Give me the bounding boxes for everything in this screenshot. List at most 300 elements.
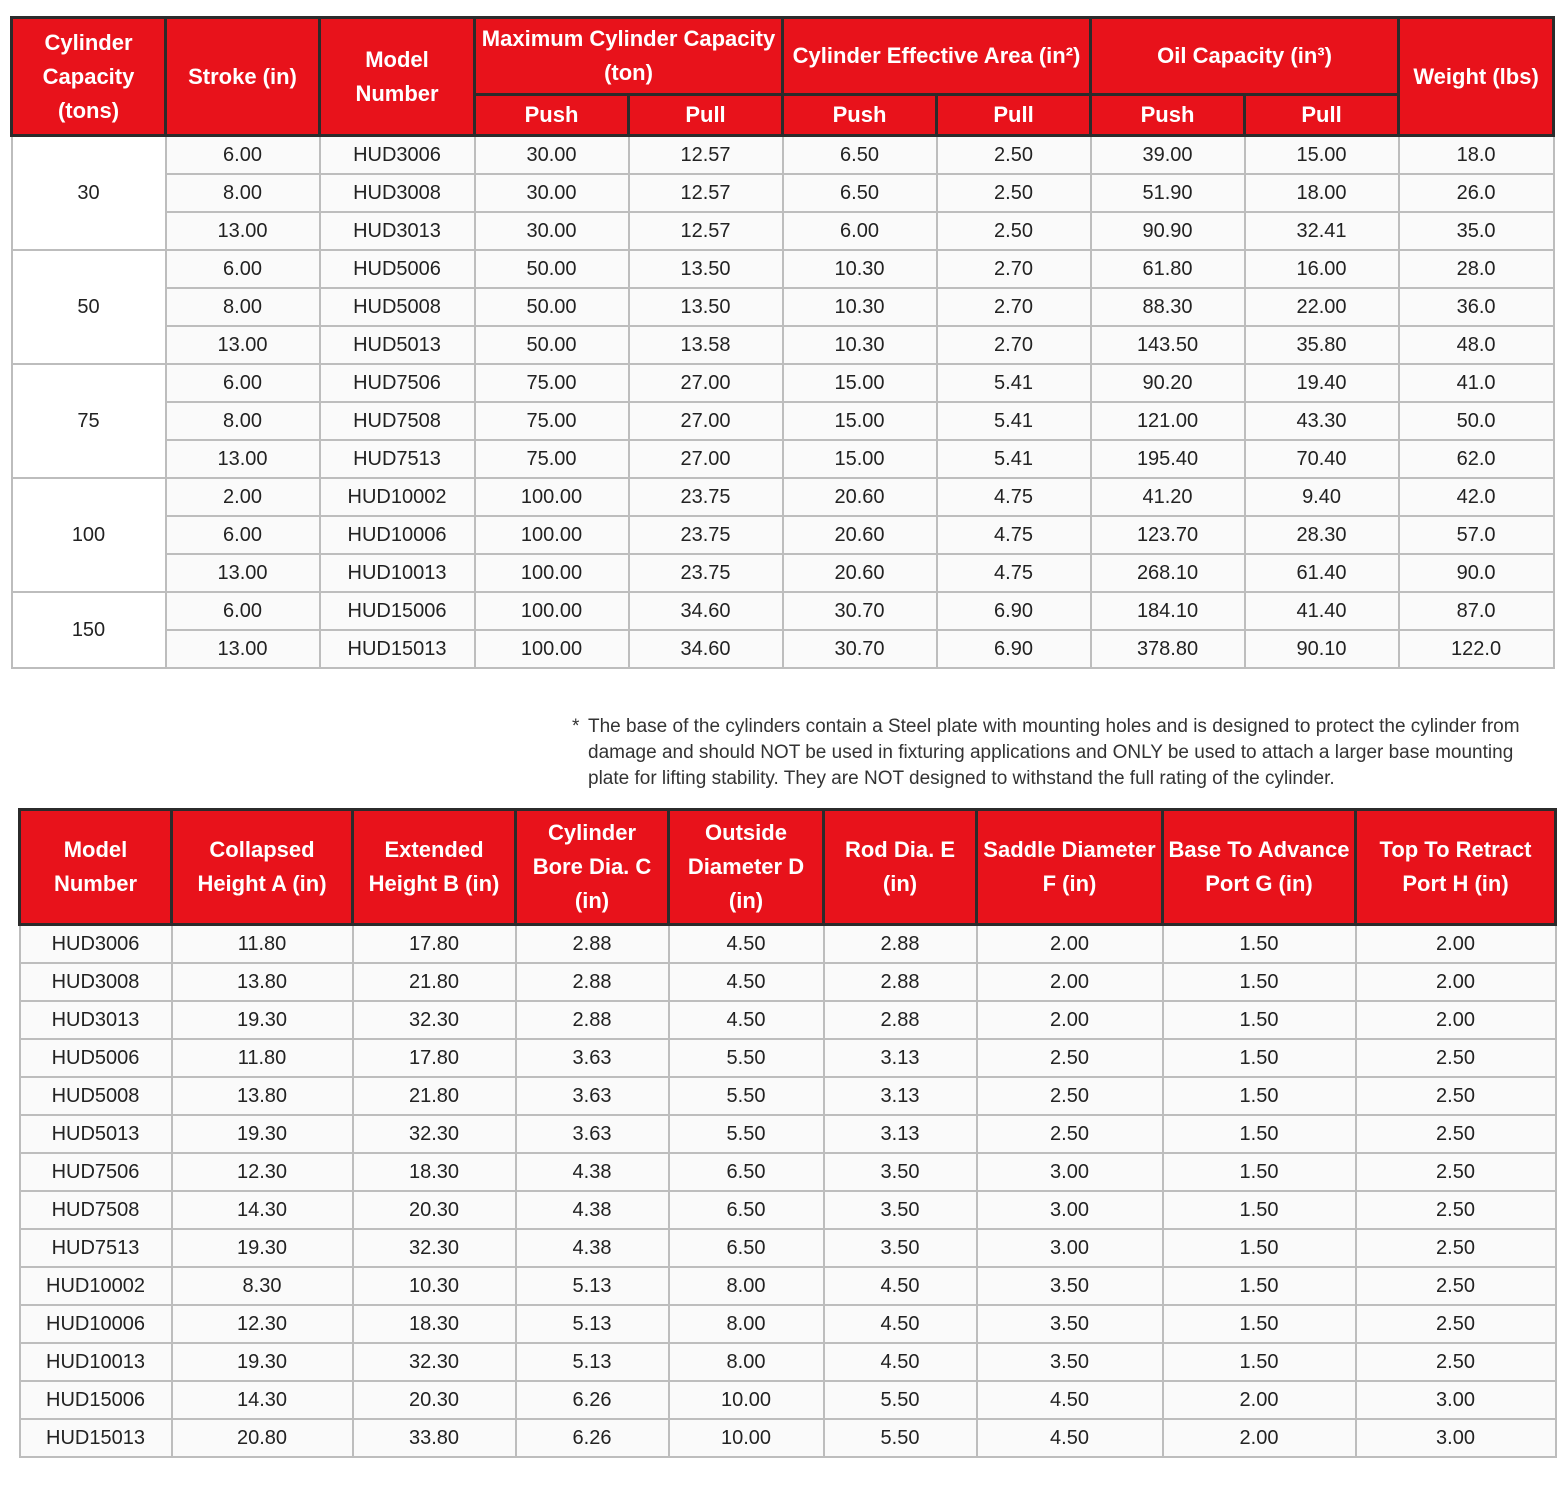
collapsed-height-cell: 19.30 [172, 1229, 353, 1267]
collapsed-height-cell: 19.30 [172, 1115, 353, 1153]
rod-dia-cell: 3.50 [824, 1229, 977, 1267]
rod-dia-cell: 3.13 [824, 1039, 977, 1077]
rod-dia-cell: 4.50 [824, 1343, 977, 1381]
stroke-cell: 13.00 [166, 326, 320, 364]
outside-dia-cell: 5.50 [669, 1115, 824, 1153]
oil-capacity-pull-cell: 28.30 [1245, 516, 1399, 554]
effective-area-pull-cell: 2.50 [937, 212, 1091, 250]
model-number-cell: HUD5008 [320, 288, 475, 326]
saddle-dia-cell: 4.50 [977, 1381, 1163, 1419]
model-number-cell: HUD3013 [320, 212, 475, 250]
table-row [20, 1229, 1556, 1267]
saddle-dia-cell: 2.00 [977, 1001, 1163, 1039]
max-capacity-pull-cell: 27.00 [629, 440, 783, 478]
top-to-retract-port-cell: 2.50 [1356, 1229, 1556, 1267]
extended-height-cell: 18.30 [353, 1305, 516, 1343]
effective-area-pull-cell: 5.41 [937, 402, 1091, 440]
oil-capacity-pull-cell: 19.40 [1245, 364, 1399, 402]
stroke-cell: 6.00 [166, 364, 320, 402]
extended-height-cell: 10.30 [353, 1267, 516, 1305]
weight-cell: 28.0 [1399, 250, 1554, 288]
collapsed-height-cell: 11.80 [172, 1039, 353, 1077]
model-number-cell: HUD7513 [320, 440, 475, 478]
header-max-cylinder-capacity: Maximum Cylinder Capacity (ton) [475, 18, 783, 95]
weight-cell: 57.0 [1399, 516, 1554, 554]
oil-capacity-pull-cell: 61.40 [1245, 554, 1399, 592]
model-number-cell: HUD3008 [320, 174, 475, 212]
bore-dia-cell: 5.13 [516, 1267, 669, 1305]
model-number-cell: HUD5008 [20, 1077, 172, 1115]
model-number-cell: HUD10013 [20, 1343, 172, 1381]
bore-dia-cell: 3.63 [516, 1115, 669, 1153]
max-capacity-push-cell: 75.00 [475, 364, 629, 402]
outside-dia-cell: 8.00 [669, 1267, 824, 1305]
outside-dia-cell: 5.50 [669, 1077, 824, 1115]
top-to-retract-port-cell: 2.00 [1356, 925, 1556, 964]
collapsed-height-cell: 13.80 [172, 963, 353, 1001]
saddle-dia-cell: 2.50 [977, 1039, 1163, 1077]
rod-dia-cell: 3.50 [824, 1153, 977, 1191]
outside-dia-cell: 6.50 [669, 1153, 824, 1191]
oil-capacity-push-cell: 88.30 [1091, 288, 1245, 326]
extended-height-cell: 21.80 [353, 1077, 516, 1115]
effective-area-push-cell: 20.60 [783, 554, 937, 592]
oil-capacity-push-cell: 90.90 [1091, 212, 1245, 250]
max-capacity-pull-cell: 23.75 [629, 516, 783, 554]
base-to-advance-port-cell: 1.50 [1163, 1153, 1356, 1191]
stroke-cell: 8.00 [166, 174, 320, 212]
bore-dia-cell: 6.26 [516, 1381, 669, 1419]
effective-area-pull-cell: 2.70 [937, 288, 1091, 326]
capacity-group-cell: 50 [12, 250, 166, 364]
header-stroke: Stroke (in) [166, 18, 320, 136]
header-oil-capacity: Oil Capacity (in³) [1091, 18, 1399, 95]
header-cylinder-capacity: Cylinder Capacity (tons) [12, 18, 166, 136]
extended-height-cell: 18.30 [353, 1153, 516, 1191]
effective-area-pull-cell: 5.41 [937, 440, 1091, 478]
outside-dia-cell: 8.00 [669, 1305, 824, 1343]
extended-height-cell: 32.30 [353, 1343, 516, 1381]
effective-area-push-cell: 15.00 [783, 402, 937, 440]
oil-capacity-pull-cell: 41.40 [1245, 592, 1399, 630]
weight-cell: 26.0 [1399, 174, 1554, 212]
model-number-cell: HUD5006 [20, 1039, 172, 1077]
model-number-cell: HUD7513 [20, 1229, 172, 1267]
max-capacity-pull-cell: 27.00 [629, 402, 783, 440]
outside-dia-cell: 4.50 [669, 925, 824, 964]
header-effective-area: Cylinder Effective Area (in²) [783, 18, 1091, 95]
outside-dia-cell: 5.50 [669, 1039, 824, 1077]
bore-dia-cell: 4.38 [516, 1153, 669, 1191]
effective-area-pull-cell: 6.90 [937, 592, 1091, 630]
model-number-cell: HUD3013 [20, 1001, 172, 1039]
saddle-dia-cell: 2.00 [977, 925, 1163, 964]
capacity-group-cell: 30 [12, 136, 166, 251]
oil-capacity-pull-cell: 9.40 [1245, 478, 1399, 516]
weight-cell: 48.0 [1399, 326, 1554, 364]
model-number-cell: HUD10002 [320, 478, 475, 516]
oil-capacity-pull-cell: 35.80 [1245, 326, 1399, 364]
model-number-cell: HUD10006 [320, 516, 475, 554]
max-capacity-push-cell: 50.00 [475, 288, 629, 326]
max-capacity-push-cell: 75.00 [475, 402, 629, 440]
outside-dia-cell: 4.50 [669, 1001, 824, 1039]
stroke-cell: 13.00 [166, 630, 320, 668]
collapsed-height-cell: 11.80 [172, 925, 353, 964]
extended-height-cell: 32.30 [353, 1001, 516, 1039]
effective-area-pull-cell: 2.50 [937, 174, 1091, 212]
oil-capacity-pull-cell: 22.00 [1245, 288, 1399, 326]
base-to-advance-port-cell: 1.50 [1163, 1305, 1356, 1343]
rod-dia-cell: 4.50 [824, 1267, 977, 1305]
header-push: Push [1091, 95, 1245, 136]
saddle-dia-cell: 3.50 [977, 1267, 1163, 1305]
bore-dia-cell: 4.38 [516, 1229, 669, 1267]
stroke-cell: 6.00 [166, 592, 320, 630]
table-row [20, 1153, 1556, 1191]
rod-dia-cell: 5.50 [824, 1419, 977, 1457]
table-row [12, 136, 1554, 175]
model-number-cell: HUD5013 [320, 326, 475, 364]
header-pull: Pull [629, 95, 783, 136]
table-row [12, 516, 1554, 554]
effective-area-pull-cell: 2.70 [937, 326, 1091, 364]
base-to-advance-port-cell: 1.50 [1163, 1077, 1356, 1115]
extended-height-cell: 17.80 [353, 1039, 516, 1077]
weight-cell: 87.0 [1399, 592, 1554, 630]
collapsed-height-cell: 13.80 [172, 1077, 353, 1115]
max-capacity-push-cell: 50.00 [475, 326, 629, 364]
weight-cell: 122.0 [1399, 630, 1554, 668]
table-row [12, 212, 1554, 250]
model-number-cell: HUD3006 [20, 925, 172, 964]
extended-height-cell: 20.30 [353, 1191, 516, 1229]
oil-capacity-push-cell: 41.20 [1091, 478, 1245, 516]
header-top-to-retract-port: Top To Retract Port H (in) [1356, 810, 1556, 925]
model-number-cell: HUD15006 [320, 592, 475, 630]
model-number-cell: HUD7506 [20, 1153, 172, 1191]
base-to-advance-port-cell: 1.50 [1163, 1229, 1356, 1267]
table-row [12, 592, 1554, 630]
capacity-group-cell: 150 [12, 592, 166, 668]
bore-dia-cell: 2.88 [516, 963, 669, 1001]
base-to-advance-port-cell: 2.00 [1163, 1419, 1356, 1457]
weight-cell: 62.0 [1399, 440, 1554, 478]
oil-capacity-push-cell: 184.10 [1091, 592, 1245, 630]
max-capacity-pull-cell: 13.50 [629, 250, 783, 288]
table-row [12, 174, 1554, 212]
base-to-advance-port-cell: 2.00 [1163, 1381, 1356, 1419]
table-row [12, 288, 1554, 326]
header-collapsed-height: Collapsed Height A (in) [172, 810, 353, 925]
max-capacity-pull-cell: 13.58 [629, 326, 783, 364]
table-row [20, 1039, 1556, 1077]
effective-area-push-cell: 30.70 [783, 630, 937, 668]
max-capacity-push-cell: 100.00 [475, 478, 629, 516]
oil-capacity-push-cell: 378.80 [1091, 630, 1245, 668]
effective-area-push-cell: 10.30 [783, 250, 937, 288]
table-row [20, 1419, 1556, 1457]
bore-dia-cell: 3.63 [516, 1077, 669, 1115]
collapsed-height-cell: 14.30 [172, 1191, 353, 1229]
footnote [572, 714, 1557, 792]
weight-cell: 50.0 [1399, 402, 1554, 440]
table-row [20, 1115, 1556, 1153]
max-capacity-push-cell: 75.00 [475, 440, 629, 478]
stroke-cell: 6.00 [166, 250, 320, 288]
saddle-dia-cell: 4.50 [977, 1419, 1163, 1457]
outside-dia-cell: 6.50 [669, 1191, 824, 1229]
max-capacity-push-cell: 100.00 [475, 554, 629, 592]
table-row [20, 1343, 1556, 1381]
dimensions-table [18, 808, 1557, 1458]
base-to-advance-port-cell: 1.50 [1163, 1001, 1356, 1039]
effective-area-push-cell: 6.50 [783, 174, 937, 212]
oil-capacity-push-cell: 195.40 [1091, 440, 1245, 478]
max-capacity-push-cell: 30.00 [475, 212, 629, 250]
effective-area-pull-cell: 2.70 [937, 250, 1091, 288]
capacity-group-cell: 100 [12, 478, 166, 592]
base-to-advance-port-cell: 1.50 [1163, 1191, 1356, 1229]
stroke-cell: 13.00 [166, 212, 320, 250]
max-capacity-push-cell: 30.00 [475, 136, 629, 175]
model-number-cell: HUD15013 [20, 1419, 172, 1457]
bore-dia-cell: 5.13 [516, 1343, 669, 1381]
header-saddle-dia: Saddle Diameter F (in) [977, 810, 1163, 925]
effective-area-pull-cell: 4.75 [937, 554, 1091, 592]
max-capacity-pull-cell: 12.57 [629, 212, 783, 250]
oil-capacity-push-cell: 123.70 [1091, 516, 1245, 554]
base-to-advance-port-cell: 1.50 [1163, 1267, 1356, 1305]
oil-capacity-pull-cell: 70.40 [1245, 440, 1399, 478]
top-to-retract-port-cell: 2.50 [1356, 1343, 1556, 1381]
extended-height-cell: 33.80 [353, 1419, 516, 1457]
table-row [12, 364, 1554, 402]
table-row [12, 326, 1554, 364]
stroke-cell: 8.00 [166, 402, 320, 440]
table-row [12, 630, 1554, 668]
table-row [12, 478, 1554, 516]
effective-area-push-cell: 20.60 [783, 478, 937, 516]
extended-height-cell: 21.80 [353, 963, 516, 1001]
max-capacity-push-cell: 100.00 [475, 592, 629, 630]
base-to-advance-port-cell: 1.50 [1163, 963, 1356, 1001]
collapsed-height-cell: 14.30 [172, 1381, 353, 1419]
collapsed-height-cell: 19.30 [172, 1343, 353, 1381]
bore-dia-cell: 2.88 [516, 1001, 669, 1039]
max-capacity-push-cell: 100.00 [475, 630, 629, 668]
model-number-cell: HUD10002 [20, 1267, 172, 1305]
effective-area-pull-cell: 5.41 [937, 364, 1091, 402]
extended-height-cell: 32.30 [353, 1229, 516, 1267]
header-model-number: Model Number [320, 18, 475, 136]
effective-area-pull-cell: 2.50 [937, 136, 1091, 175]
table-row [12, 440, 1554, 478]
base-to-advance-port-cell: 1.50 [1163, 925, 1356, 964]
outside-dia-cell: 10.00 [669, 1381, 824, 1419]
saddle-dia-cell: 3.00 [977, 1191, 1163, 1229]
bore-dia-cell: 4.38 [516, 1191, 669, 1229]
cylinder-capacity-table [10, 16, 1555, 669]
header-bore-dia: Cylinder Bore Dia. C (in) [516, 810, 669, 925]
collapsed-height-cell: 12.30 [172, 1153, 353, 1191]
table-row [20, 1267, 1556, 1305]
base-to-advance-port-cell: 1.50 [1163, 1343, 1356, 1381]
base-to-advance-port-cell: 1.50 [1163, 1039, 1356, 1077]
model-number-cell: HUD15013 [320, 630, 475, 668]
effective-area-push-cell: 15.00 [783, 364, 937, 402]
saddle-dia-cell: 3.00 [977, 1229, 1163, 1267]
max-capacity-pull-cell: 34.60 [629, 630, 783, 668]
top-to-retract-port-cell: 2.50 [1356, 1115, 1556, 1153]
table-row [20, 925, 1556, 964]
stroke-cell: 2.00 [166, 478, 320, 516]
model-number-cell: HUD7508 [320, 402, 475, 440]
saddle-dia-cell: 2.50 [977, 1077, 1163, 1115]
table-row [20, 1381, 1556, 1419]
footnote-text: The base of the cylinders contain a Steel plate with mounting holes and is designed to protect the cylinder from damage and should NOT be used in fixturing applications and ONLY be used to attach a larger base mounting plate for lifting stability. They are NOT designed to withstand the full rating of the cylinder. [588, 716, 1520, 789]
effective-area-push-cell: 15.00 [783, 440, 937, 478]
header-outside-dia: Outside Diameter D (in) [669, 810, 824, 925]
top-to-retract-port-cell: 2.50 [1356, 1191, 1556, 1229]
outside-dia-cell: 4.50 [669, 963, 824, 1001]
saddle-dia-cell: 3.00 [977, 1153, 1163, 1191]
table-row [12, 402, 1554, 440]
model-number-cell: HUD3008 [20, 963, 172, 1001]
oil-capacity-push-cell: 268.10 [1091, 554, 1245, 592]
stroke-cell: 8.00 [166, 288, 320, 326]
stroke-cell: 13.00 [166, 554, 320, 592]
stroke-cell: 13.00 [166, 440, 320, 478]
top-to-retract-port-cell: 2.50 [1356, 1305, 1556, 1343]
top-to-retract-port-cell: 3.00 [1356, 1381, 1556, 1419]
effective-area-pull-cell: 4.75 [937, 478, 1091, 516]
base-to-advance-port-cell: 1.50 [1163, 1115, 1356, 1153]
top-to-retract-port-cell: 2.00 [1356, 963, 1556, 1001]
rod-dia-cell: 2.88 [824, 963, 977, 1001]
weight-cell: 35.0 [1399, 212, 1554, 250]
oil-capacity-push-cell: 143.50 [1091, 326, 1245, 364]
weight-cell: 18.0 [1399, 136, 1554, 175]
extended-height-cell: 20.30 [353, 1381, 516, 1419]
max-capacity-pull-cell: 12.57 [629, 136, 783, 175]
collapsed-height-cell: 20.80 [172, 1419, 353, 1457]
header-push: Push [475, 95, 629, 136]
outside-dia-cell: 6.50 [669, 1229, 824, 1267]
weight-cell: 90.0 [1399, 554, 1554, 592]
oil-capacity-pull-cell: 15.00 [1245, 136, 1399, 175]
header-pull: Pull [1245, 95, 1399, 136]
saddle-dia-cell: 2.50 [977, 1115, 1163, 1153]
weight-cell: 36.0 [1399, 288, 1554, 326]
table-row [20, 963, 1556, 1001]
oil-capacity-push-cell: 121.00 [1091, 402, 1245, 440]
table-row [12, 250, 1554, 288]
max-capacity-pull-cell: 13.50 [629, 288, 783, 326]
effective-area-push-cell: 30.70 [783, 592, 937, 630]
dimensions-header-row [20, 810, 1556, 925]
bore-dia-cell: 3.63 [516, 1039, 669, 1077]
oil-capacity-pull-cell: 16.00 [1245, 250, 1399, 288]
oil-capacity-pull-cell: 32.41 [1245, 212, 1399, 250]
weight-cell: 41.0 [1399, 364, 1554, 402]
effective-area-push-cell: 10.30 [783, 326, 937, 364]
collapsed-height-cell: 19.30 [172, 1001, 353, 1039]
saddle-dia-cell: 2.00 [977, 963, 1163, 1001]
oil-capacity-push-cell: 61.80 [1091, 250, 1245, 288]
oil-capacity-pull-cell: 90.10 [1245, 630, 1399, 668]
extended-height-cell: 32.30 [353, 1115, 516, 1153]
bore-dia-cell: 2.88 [516, 925, 669, 964]
top-to-retract-port-cell: 2.00 [1356, 1001, 1556, 1039]
header-pull: Pull [937, 95, 1091, 136]
max-capacity-pull-cell: 23.75 [629, 478, 783, 516]
effective-area-push-cell: 10.30 [783, 288, 937, 326]
capacity-group-cell: 75 [12, 364, 166, 478]
bore-dia-cell: 6.26 [516, 1419, 669, 1457]
oil-capacity-pull-cell: 18.00 [1245, 174, 1399, 212]
rod-dia-cell: 5.50 [824, 1381, 977, 1419]
outside-dia-cell: 8.00 [669, 1343, 824, 1381]
model-number-cell: HUD5013 [20, 1115, 172, 1153]
outside-dia-cell: 10.00 [669, 1419, 824, 1457]
rod-dia-cell: 3.50 [824, 1191, 977, 1229]
max-capacity-pull-cell: 27.00 [629, 364, 783, 402]
model-number-cell: HUD10006 [20, 1305, 172, 1343]
bore-dia-cell: 5.13 [516, 1305, 669, 1343]
saddle-dia-cell: 3.50 [977, 1343, 1163, 1381]
header-extended-height: Extended Height B (in) [353, 810, 516, 925]
top-to-retract-port-cell: 2.50 [1356, 1153, 1556, 1191]
saddle-dia-cell: 3.50 [977, 1305, 1163, 1343]
effective-area-push-cell: 6.50 [783, 136, 937, 175]
model-number-cell: HUD7506 [320, 364, 475, 402]
stroke-cell: 6.00 [166, 136, 320, 175]
max-capacity-push-cell: 50.00 [475, 250, 629, 288]
collapsed-height-cell: 8.30 [172, 1267, 353, 1305]
table-row [20, 1077, 1556, 1115]
oil-capacity-push-cell: 51.90 [1091, 174, 1245, 212]
oil-capacity-pull-cell: 43.30 [1245, 402, 1399, 440]
table-row [20, 1191, 1556, 1229]
max-capacity-push-cell: 30.00 [475, 174, 629, 212]
cylinder-capacity-table-body [12, 136, 1554, 669]
dimensions-table-body [20, 925, 1556, 1458]
table-row [12, 554, 1554, 592]
max-capacity-pull-cell: 34.60 [629, 592, 783, 630]
model-number-cell: HUD7508 [20, 1191, 172, 1229]
header-model-number: Model Number [20, 810, 172, 925]
table-row [20, 1001, 1556, 1039]
top-to-retract-port-cell: 2.50 [1356, 1267, 1556, 1305]
header-push: Push [783, 95, 937, 136]
oil-capacity-push-cell: 90.20 [1091, 364, 1245, 402]
rod-dia-cell: 2.88 [824, 1001, 977, 1039]
model-number-cell: HUD3006 [320, 136, 475, 175]
effective-area-pull-cell: 6.90 [937, 630, 1091, 668]
extended-height-cell: 17.80 [353, 925, 516, 964]
rod-dia-cell: 3.13 [824, 1077, 977, 1115]
model-number-cell: HUD5006 [320, 250, 475, 288]
stroke-cell: 6.00 [166, 516, 320, 554]
effective-area-push-cell: 6.00 [783, 212, 937, 250]
header-base-to-advance-port: Base To Advance Port G (in) [1163, 810, 1356, 925]
rod-dia-cell: 4.50 [824, 1305, 977, 1343]
model-number-cell: HUD15006 [20, 1381, 172, 1419]
rod-dia-cell: 3.13 [824, 1115, 977, 1153]
max-capacity-pull-cell: 12.57 [629, 174, 783, 212]
header-rod-dia: Rod Dia. E (in) [824, 810, 977, 925]
